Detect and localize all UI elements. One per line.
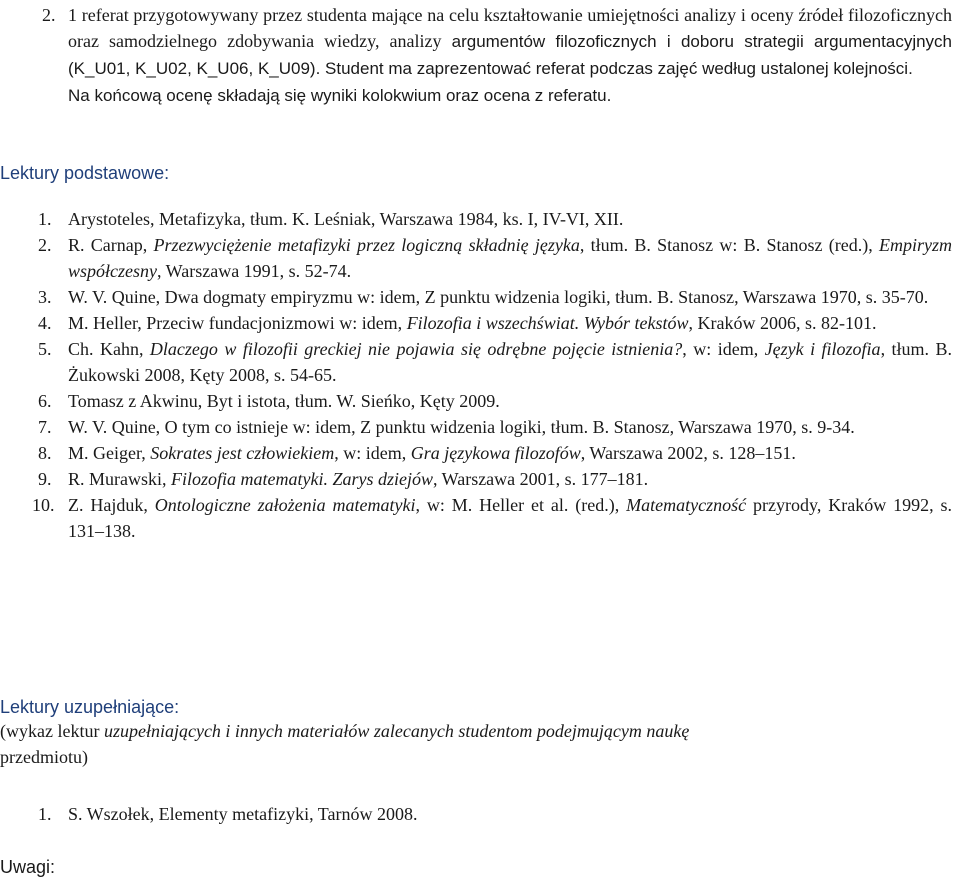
- item-text: R. Carnap,: [68, 235, 154, 255]
- list-item: [0, 440, 960, 466]
- basic-readings-heading: Lektury podstawowe:: [0, 163, 170, 183]
- item-text: , Warszawa 2002, s. 128–151.: [580, 443, 796, 463]
- item-number: 8.: [38, 443, 52, 463]
- item-number: 9.: [38, 469, 52, 489]
- item-text: , Warszawa 1991, s. 52-74.: [157, 261, 352, 281]
- item-text: R. Murawski,: [68, 469, 171, 489]
- note-text-italic: uzupełniających i innych materiałów zalecanych studentom podejmującym naukę: [103, 721, 690, 741]
- item-title: Gra językowa filozofów: [410, 443, 581, 463]
- item-text: Z. Hajduk,: [68, 495, 155, 515]
- item-text: W. V. Quine, Dwa dogmaty empiryzmu w: idem, Z punktu widzenia logiki, tłum. B. Stanosz, Warszawa 1970, s. 35-70.: [68, 287, 929, 307]
- list-item: [0, 336, 960, 388]
- list-item: [0, 284, 960, 310]
- paragraph-line2: argumentów filozoficznych i doboru strategii argumentacyjnych (K_U01, K_U02, K_U06, K_U09). Student ma zaprezentować referat podczas zajęć według ustalonej kolejności.: [68, 32, 953, 78]
- note-text: przedmiotu): [0, 747, 88, 767]
- paragraph-line1: 1 referat przygotowywany przez studenta mające na celu kształtowanie umiejętności analizy i oceny źródeł filozoficznych oraz samodzielnego zdobywania wiedzy, analizy: [68, 5, 952, 51]
- item-text: S. Wszołek, Elementy metafizyki, Tarnów 2008.: [68, 804, 418, 824]
- item-text: , tłum. B. Żukowski 2008, Kęty 2008, s. 54-65.: [68, 339, 952, 385]
- item-text: Tomasz z Akwinu, Byt i istota, tłum. W. Sieńko, Kęty 2009.: [68, 391, 500, 411]
- paragraph-line3: Na końcową ocenę składają się wyniki kolokwium oraz ocena z referatu.: [68, 86, 612, 105]
- item-number: 10.: [32, 495, 55, 515]
- supplementary-note: [0, 718, 900, 770]
- list-item: [0, 492, 960, 544]
- item-number: 3.: [38, 287, 52, 307]
- item-title: Język i filozofia: [764, 339, 881, 359]
- note-text: (wykaz lektur: [0, 721, 104, 741]
- item-text: , Warszawa 2001, s. 177–181.: [432, 469, 649, 489]
- item-text: W. V. Quine, O tym co istnieje w: idem, Z punktu widzenia logiki, tłum. B. Stanosz, Warszawa 1970, s. 9-34.: [68, 417, 855, 437]
- item-title: Ontologiczne założenia matematyki: [154, 495, 416, 515]
- item-number: 1.: [38, 804, 52, 824]
- list-item: [0, 310, 960, 336]
- list-item: [0, 388, 960, 414]
- item-text: Arystoteles, Metafizyka, tłum. K. Leśniak, Warszawa 1984, ks. I, IV-VI, XII.: [68, 209, 624, 229]
- item-text: , tłum. B. Stanosz w: B. Stanosz (red.),: [579, 235, 880, 255]
- item-title: Filozofia matematyki. Zarys dziejów: [171, 469, 433, 489]
- item-number: 1.: [38, 209, 52, 229]
- item-text: Ch. Kahn,: [68, 339, 150, 359]
- item-number: 7.: [38, 417, 52, 437]
- item-text: , w: idem,: [334, 443, 411, 463]
- item-title: Matematyczność: [626, 495, 747, 515]
- list-item: [0, 414, 960, 440]
- item-text: , w: idem,: [682, 339, 765, 359]
- item-number: 6.: [38, 391, 52, 411]
- item-number: 2.: [38, 235, 52, 255]
- item-title: Przezwyciężenie metafizyki przez logiczną składnię języka: [153, 235, 580, 255]
- item-title: Dlaczego w filozofii greckiej nie pojawia się odrębne pojęcie istnienia?: [149, 339, 683, 359]
- remarks-heading: Uwagi:: [0, 857, 56, 877]
- item-text: M. Heller, Przeciw fundacjonizmowi w: idem,: [68, 313, 407, 333]
- item-number: 5.: [38, 339, 52, 359]
- item-text: M. Geiger,: [68, 443, 151, 463]
- list-item: [0, 232, 960, 284]
- item-number: 4.: [38, 313, 52, 333]
- item-title: Sokrates jest człowiekiem: [150, 443, 335, 463]
- item-text: , Kraków 2006, s. 82-101.: [688, 313, 877, 333]
- list-item: [0, 466, 960, 492]
- paragraph-number: 2.: [42, 5, 56, 25]
- basic-readings-list: [0, 206, 960, 544]
- item-text: , w: M. Heller et al. (red.),: [415, 495, 627, 515]
- list-item: [0, 206, 960, 232]
- supplementary-readings-heading: Lektury uzupełniające:: [0, 697, 180, 717]
- item-text: przyrody, Kraków 1992, s. 131–138.: [68, 495, 952, 541]
- assessment-paragraph: [42, 2, 953, 109]
- item-title: Filozofia i wszechświat. Wybór tekstów: [406, 313, 689, 333]
- item-title: Empiryzm współczesny: [68, 235, 953, 281]
